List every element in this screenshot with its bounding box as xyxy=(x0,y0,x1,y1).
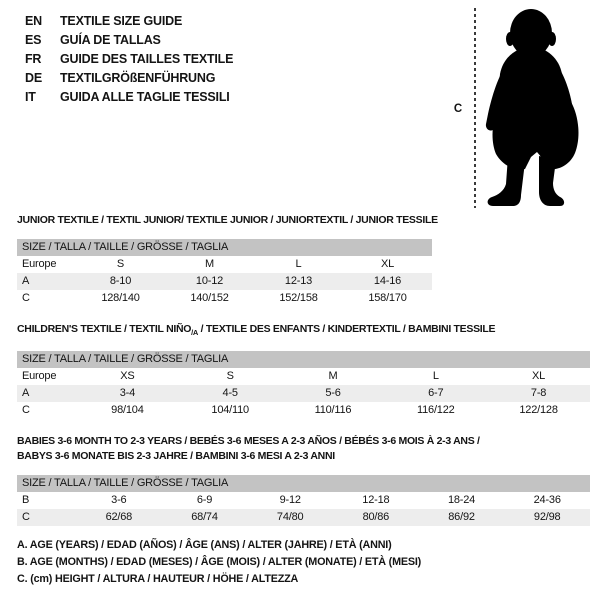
table-row xyxy=(17,509,590,526)
row-label: C xyxy=(22,511,30,524)
language-code: ES xyxy=(25,32,42,47)
table-cell: 7-8 xyxy=(530,387,547,400)
legend-notes xyxy=(17,537,421,588)
table-title-line xyxy=(17,434,590,449)
row-label: C xyxy=(22,292,30,304)
row-label: A xyxy=(22,387,30,400)
row-label: A xyxy=(22,275,30,287)
size-header-bar: SIZE / TALLA / TAILLE / GRÖSSE / TAGLIA xyxy=(17,351,590,368)
table-title-line xyxy=(17,213,438,228)
table-cell: M xyxy=(205,258,214,270)
table-row xyxy=(17,368,590,385)
table-cell: M xyxy=(328,370,338,383)
row-label: Europe xyxy=(22,370,57,383)
table-row xyxy=(17,385,590,402)
table-cell: 128/140 xyxy=(101,292,140,304)
row-label: C xyxy=(22,404,30,417)
table-cell: 110/116 xyxy=(314,404,352,417)
table-cell: 12-18 xyxy=(362,494,390,507)
size-tables xyxy=(17,213,590,526)
table-cell: 122/128 xyxy=(519,404,558,417)
baby-silhouette-icon xyxy=(483,8,593,208)
table-title-line xyxy=(17,322,590,340)
height-measure-label: C xyxy=(453,103,463,115)
table-cell: 158/170 xyxy=(368,292,407,304)
language-row xyxy=(25,87,233,106)
table-title xyxy=(17,213,438,228)
size-header-bar: SIZE / TALLA / TAILLE / GRÖSSE / TAGLIA xyxy=(17,475,590,492)
table-row xyxy=(17,256,432,273)
size-table-junior xyxy=(17,213,438,307)
language-title: TEXTILE SIZE GUIDE xyxy=(60,13,183,28)
table-title-text: BABIES 3-6 MONTH TO 2-3 YEARS / BEBÉS 3-6 MESES A 2-3 AÑOS / BÉBÉS 3-6 MOIS À 2-3 ANS / xyxy=(17,435,480,448)
table-cell: 18-24 xyxy=(447,494,476,507)
table-row xyxy=(17,273,432,290)
table-cell: 86/92 xyxy=(448,511,475,524)
height-measure-dotted-line xyxy=(474,8,476,208)
table-cell: 8-10 xyxy=(109,275,132,287)
size-table-babies xyxy=(17,434,590,526)
note-line: A. AGE (YEARS) / EDAD (AÑOS) / ÂGE (ANS) / ALTER (JAHRE) / ETÀ (ANNI) xyxy=(17,539,392,551)
table-cell: 12-13 xyxy=(284,275,313,287)
size-table-children xyxy=(17,322,590,419)
language-row xyxy=(25,49,233,68)
table-cell: S xyxy=(226,370,234,383)
table-cell: 9-12 xyxy=(279,494,301,507)
table-cell: 14-16 xyxy=(373,275,402,287)
table-cell: 68/74 xyxy=(191,511,218,524)
table-cell: L xyxy=(432,370,439,383)
table-cell: 6-9 xyxy=(196,494,213,507)
size-header-bar: SIZE / TALLA / TAILLE / GRÖSSE / TAGLIA xyxy=(17,239,432,256)
language-title: GUIDA ALLE TAGLIE TESSILI xyxy=(60,89,230,104)
language-code: EN xyxy=(25,13,42,28)
table-title-text: BABYS 3-6 MONATE BIS 2-3 JAHRE / BAMBINI 3-6 MESI A 2-3 ANNI xyxy=(17,450,335,463)
table-row xyxy=(17,402,590,419)
language-title: GUÍA DE TALLAS xyxy=(60,32,161,47)
note-line: B. AGE (MONTHS) / EDAD (MESES) / ÂGE (MOIS) / ALTER (MONATE) / ETÀ (MESI) xyxy=(17,556,422,568)
table-cell: 116/122 xyxy=(417,404,455,417)
table-title xyxy=(17,434,590,464)
language-row xyxy=(25,11,233,30)
row-label: B xyxy=(22,494,30,507)
table-title xyxy=(17,322,590,340)
language-row xyxy=(25,30,233,49)
table-cell: 6-7 xyxy=(428,387,444,400)
language-row xyxy=(25,68,233,87)
table-cell: 24-36 xyxy=(533,494,561,507)
table-cell: 10-12 xyxy=(195,275,224,287)
table-cell: 92/98 xyxy=(533,511,561,524)
table-cell: 3-6 xyxy=(111,494,127,507)
note-line: C. (cm) HEIGHT / ALTURA / HAUTEUR / HÖHE / ALTEZZA xyxy=(17,573,299,585)
language-title-list xyxy=(25,11,233,106)
table-cell: 3-4 xyxy=(119,387,136,400)
table-cell: 5-6 xyxy=(325,387,341,400)
table-title-text: CHILDREN'S TEXTILE / TEXTIL NIÑO xyxy=(17,323,192,335)
table-title-text: /A xyxy=(191,328,199,338)
table-cell: XL xyxy=(380,258,395,270)
language-title: GUIDE DES TAILLES TEXTILE xyxy=(60,51,234,66)
table-cell: 140/152 xyxy=(190,292,229,304)
table-cell: S xyxy=(116,258,125,270)
language-title: TEXTILGRÖßENFÜHRUNG xyxy=(60,70,216,85)
table-cell: 80/86 xyxy=(362,511,390,524)
table-row xyxy=(17,290,432,307)
table-cell: L xyxy=(295,258,302,270)
table-cell: 74/80 xyxy=(276,511,304,524)
table-title-line xyxy=(17,449,590,464)
table-title-text: / TEXTILE DES ENFANTS / KINDERTEXTIL / BAMBINI TESSILE xyxy=(198,323,496,335)
language-code: DE xyxy=(25,70,42,85)
table-row xyxy=(17,492,590,509)
table-cell: 62/68 xyxy=(105,511,133,524)
row-label: Europe xyxy=(22,258,57,270)
table-cell: XS xyxy=(120,370,135,383)
table-cell: 152/158 xyxy=(279,292,318,304)
table-cell: 104/110 xyxy=(211,404,249,417)
table-cell: XL xyxy=(532,370,546,383)
language-code: FR xyxy=(25,51,42,66)
table-cell: 4-5 xyxy=(222,387,238,400)
table-cell: 98/104 xyxy=(111,404,144,417)
language-code: IT xyxy=(25,89,36,104)
table-title-text: JUNIOR TEXTILE / TEXTIL JUNIOR/ TEXTILE JUNIOR / JUNIORTEXTIL / JUNIOR TESSILE xyxy=(17,214,438,226)
